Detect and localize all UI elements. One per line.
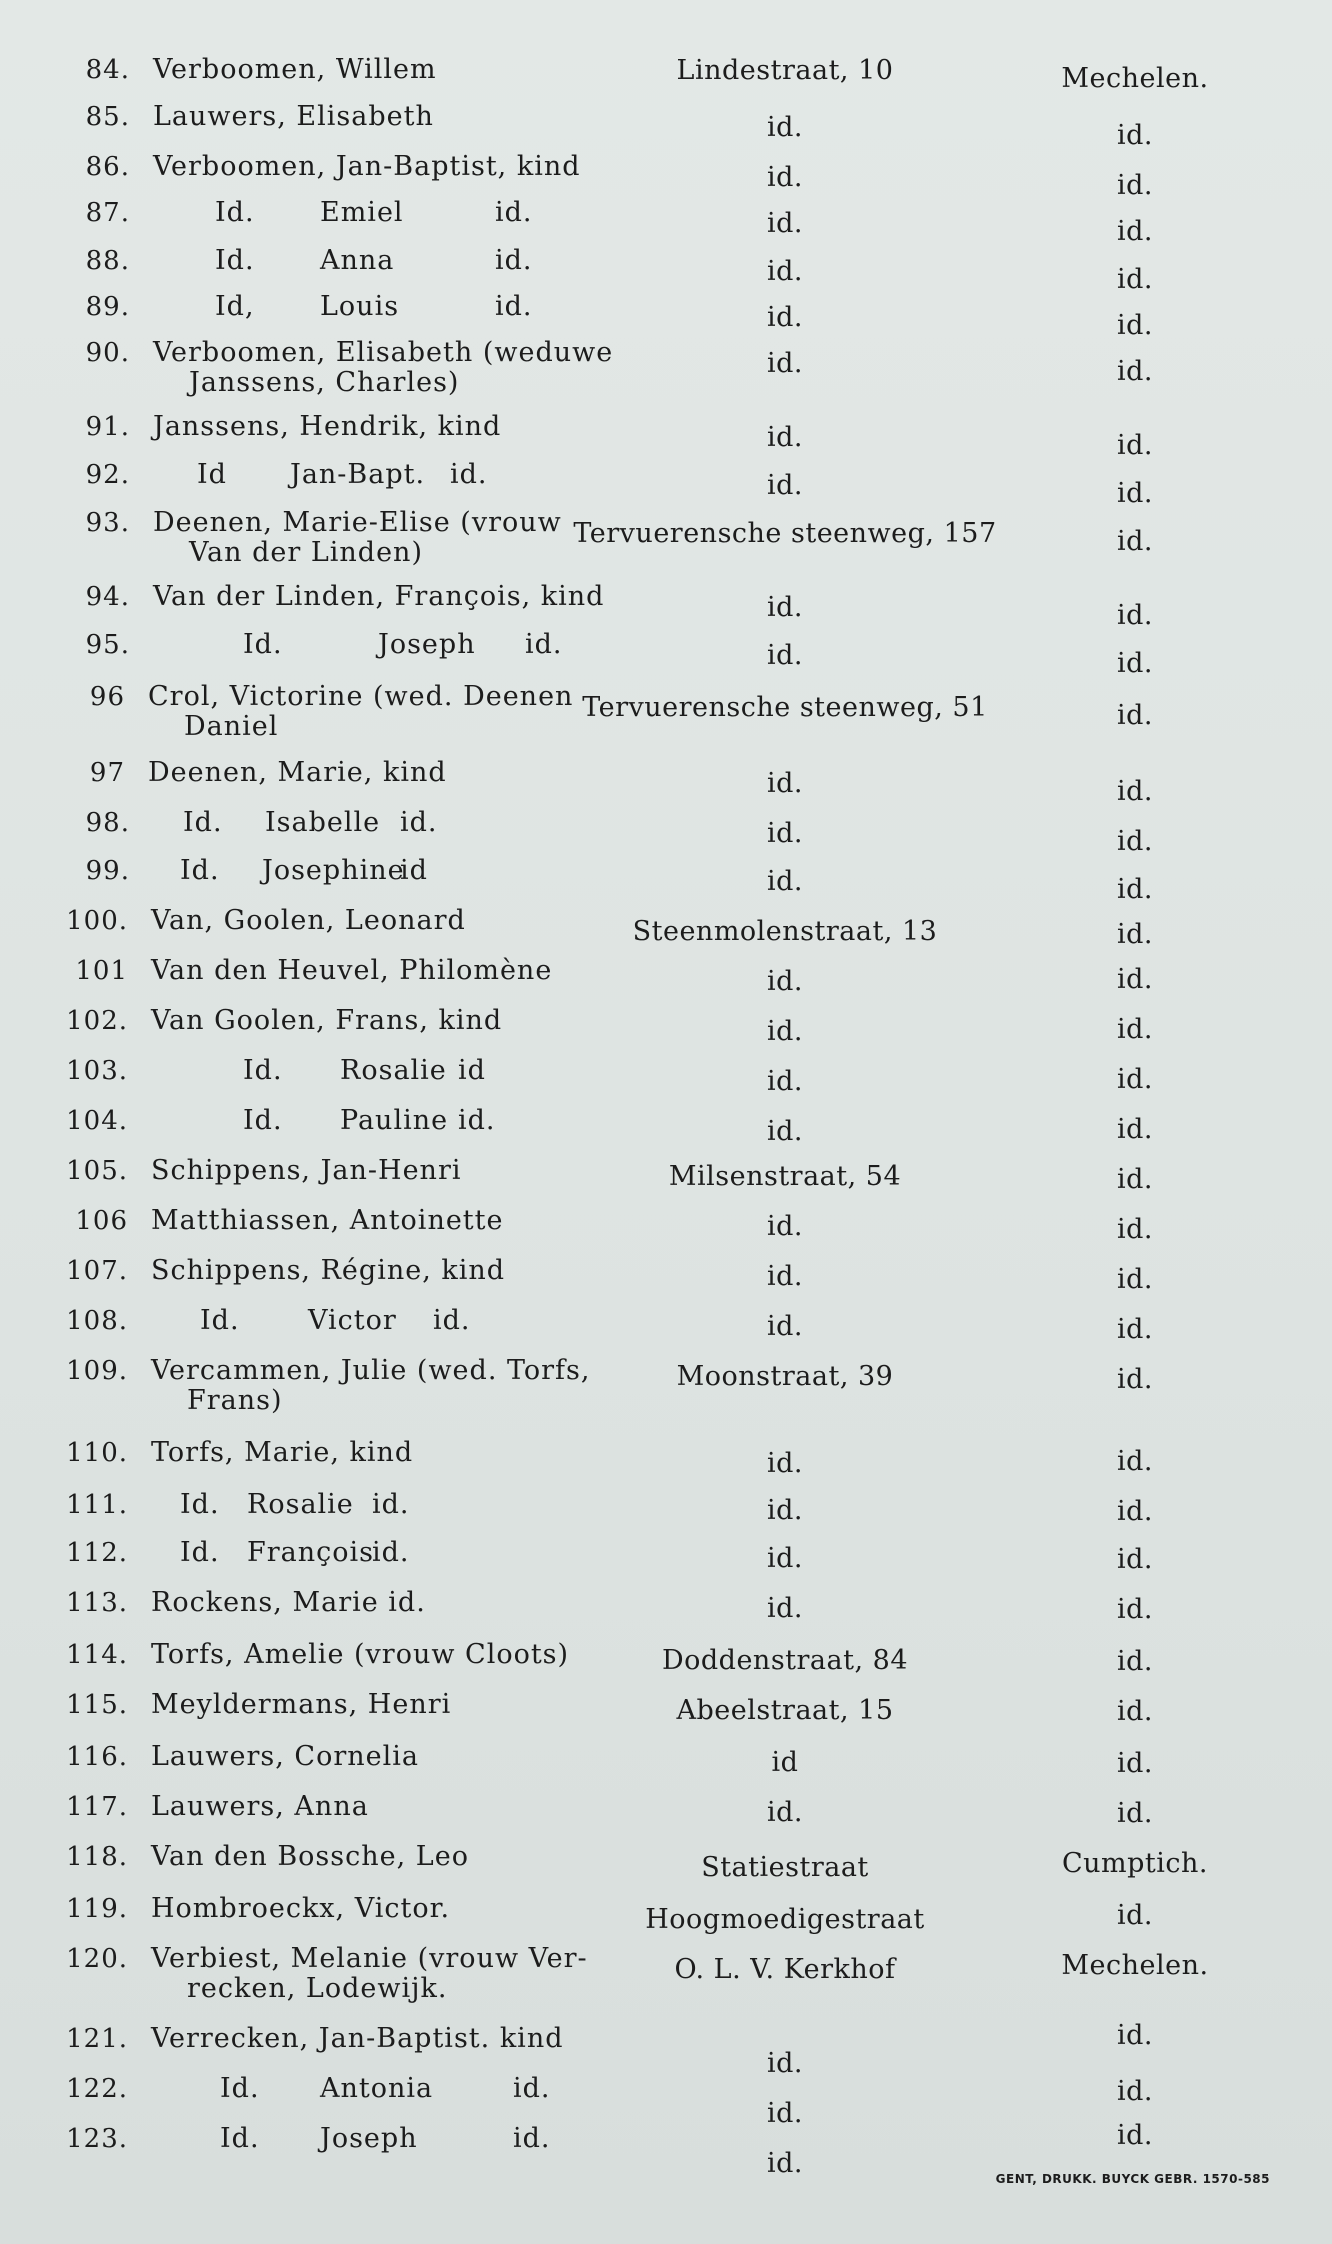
entry-number: 92. [85, 460, 130, 490]
entry-address: id. [766, 1261, 803, 1292]
entry-firstname: Joseph [378, 629, 476, 660]
entry-address: Lindestraat, 10 [676, 55, 894, 86]
entry-name-line: Janssens, Hendrik, kind [153, 411, 502, 442]
entry-firstname: François [247, 1537, 374, 1568]
entry-city: id. [1116, 1798, 1153, 1829]
entry-number: 102. [66, 1006, 128, 1036]
entry-name-line: Verbiest, Melanie (vrouw Ver- [151, 1943, 588, 1974]
entry-name [151, 1894, 450, 1924]
entry-relation: id. [495, 245, 533, 276]
entry-number: 87. [85, 198, 130, 228]
entry-firstname: Anna [320, 245, 395, 276]
entry-name: Id. [215, 245, 255, 276]
entry-firstname: Jan-Bapt. [290, 459, 426, 490]
entry-number: 99. [85, 856, 130, 886]
entry-name-line: Torfs, Amelie (vrouw Cloots) [151, 1639, 570, 1670]
entry-city: id. [1116, 430, 1153, 461]
entry-address: id. [766, 162, 803, 193]
entry-relation: id. [525, 629, 563, 660]
entry-city: id. [1116, 264, 1153, 295]
entry-name: Id. [183, 807, 223, 838]
entry-city: id. [1116, 1314, 1153, 1345]
entry-number: 110. [66, 1438, 128, 1468]
entry-name-line: Verrecken, Jan-Baptist. kind [151, 2023, 564, 2054]
entry-city: id. [1116, 700, 1153, 731]
entry-address: id. [766, 112, 803, 143]
entry-firstname: Josephine [262, 855, 405, 886]
entry-address: Hoogmoedigestraat [645, 1904, 925, 1935]
entry-number: 111. [66, 1490, 128, 1520]
entry-number: 100. [66, 906, 128, 936]
entry-address: id. [766, 348, 803, 379]
entry-city: id. [1116, 1014, 1153, 1045]
entry-name [153, 582, 604, 612]
entry-address: Moonstraat, 39 [676, 1361, 894, 1392]
entry-firstname: Rosalie [340, 1055, 447, 1086]
entry-number: 88. [85, 246, 130, 276]
entry-number: 95. [85, 630, 130, 660]
entry-name [151, 1588, 426, 1618]
entry-address: id. [766, 1066, 803, 1097]
entry-name [153, 102, 434, 132]
entry-name: Id. [220, 2123, 260, 2154]
entry-name-line: Matthiassen, Antoinette [151, 1205, 504, 1236]
entry-city: id. [1116, 919, 1153, 950]
entry-address: Doddenstraat, 84 [661, 1645, 909, 1676]
entry-address: id. [766, 1211, 803, 1242]
entry-city: Mechelen. [1061, 1950, 1209, 1981]
entry-name-continuation: Van der Linden) [189, 537, 423, 568]
entry-city: id. [1116, 1064, 1153, 1095]
entry-number: 91. [85, 412, 130, 442]
entry-city: id. [1116, 310, 1153, 341]
entry-address: Steenmolenstraat, 13 [632, 916, 938, 947]
entry-name-line: Crol, Victorine (wed. Deenen [148, 681, 574, 712]
entry-name [151, 1438, 413, 1468]
entry-city: id. [1116, 216, 1153, 247]
entry-name: Id. [180, 1489, 220, 1520]
entry-address: id [771, 1747, 799, 1778]
entry-name [151, 1256, 505, 1286]
entry-name-line: Van, Goolen, Leonard [151, 905, 466, 936]
entry-city: Mechelen. [1061, 63, 1209, 94]
entry-name-continuation: Frans) [187, 1385, 283, 1416]
entry-address: Abeelstraat, 15 [676, 1695, 894, 1726]
entry-address: id. [766, 1495, 803, 1526]
entry-address: id. [766, 1116, 803, 1147]
entry-name-line: Van der Linden, François, kind [153, 581, 605, 612]
entry-name-continuation: Janssens, Charles) [189, 367, 460, 398]
entry-name [151, 1006, 502, 1036]
entry-number: 122. [66, 2074, 128, 2104]
entry-address: id. [766, 422, 803, 453]
entry-name: Id. [243, 1105, 283, 1136]
entry-number: 114. [66, 1640, 128, 1670]
entry-address: id. [766, 256, 803, 287]
entry-number: 104. [66, 1106, 128, 1136]
entry-address: id. [766, 302, 803, 333]
entry-address: id. [766, 1593, 803, 1624]
entry-number: 112. [66, 1538, 128, 1568]
entry-number: 96 [89, 682, 125, 712]
entry-city: id. [1116, 1646, 1153, 1677]
entry-relation: id. [372, 1537, 410, 1568]
entry-address: Statiestraat [701, 1852, 869, 1883]
entry-city: id. [1116, 1900, 1153, 1931]
entry-city: id. [1116, 526, 1153, 557]
entry-address: id. [766, 2148, 803, 2179]
entry-firstname: Louis [320, 291, 400, 322]
entry-city: id. [1116, 874, 1153, 905]
entry-relation: id [458, 1055, 486, 1086]
entry-address: id. [766, 966, 803, 997]
entry-name [153, 508, 562, 568]
entry-city: id. [1116, 1164, 1153, 1195]
entry-number: 89. [85, 292, 130, 322]
entry-name: Id. [200, 1305, 240, 1336]
entry-number: 120. [66, 1944, 128, 1974]
entry-name [151, 1944, 588, 2004]
entry-name-line: Schippens, Jan-Henri [151, 1155, 462, 1186]
entry-city: id. [1116, 1496, 1153, 1527]
entry-name [153, 338, 613, 398]
entry-number: 107. [66, 1256, 128, 1286]
entry-city: id. [1116, 1544, 1153, 1575]
entry-address: id. [766, 2048, 803, 2079]
entry-number: 90. [85, 338, 130, 368]
entry-name [148, 758, 447, 788]
entry-name-line: Verboomen, Jan-Baptist, kind [153, 151, 581, 182]
entry-city: id. [1116, 1214, 1153, 1245]
entry-address: Milsenstraat, 54 [668, 1161, 902, 1192]
entry-name: Id. [215, 197, 255, 228]
entry-name [151, 1792, 369, 1822]
entry-address: id. [766, 768, 803, 799]
entry-address: id. [766, 2098, 803, 2129]
entry-name-continuation: recken, Lodewijk. [187, 1973, 448, 2004]
entry-number: 106 [75, 1206, 128, 1236]
entry-city: id. [1116, 600, 1153, 631]
entry-relation: id. [400, 807, 438, 838]
entry-number: 116. [66, 1742, 128, 1772]
entry-city: id. [1116, 356, 1153, 387]
entry-city: id. [1116, 1594, 1153, 1625]
entry-name-line: Van den Heuvel, Philomène [151, 955, 553, 986]
entry-name: Id. [180, 855, 220, 886]
entry-name [153, 412, 501, 442]
entry-name-line: Verboomen, Elisabeth (weduwe [153, 337, 614, 368]
entry-name-line: Van Goolen, Frans, kind [151, 1005, 503, 1036]
entry-name-continuation: Daniel [184, 711, 279, 742]
entry-firstname: Victor [308, 1305, 397, 1336]
entry-city: id. [1116, 1264, 1153, 1295]
entry-name: Id. [243, 629, 283, 660]
entry-name [151, 1640, 569, 1670]
entry-relation: id. [458, 1105, 496, 1136]
entry-name-line: Lauwers, Cornelia [151, 1741, 419, 1772]
entry-name [153, 55, 437, 85]
entry-number: 108. [66, 1306, 128, 1336]
entry-city: id. [1116, 2020, 1153, 2051]
entry-relation: id. [433, 1305, 471, 1336]
entry-firstname: Antonia [320, 2073, 434, 2104]
entry-address: id. [766, 1311, 803, 1342]
entry-name-line: Torfs, Marie, kind [151, 1437, 414, 1468]
entry-number: 123. [66, 2124, 128, 2154]
entry-name-line: Rockens, Marie id. [151, 1587, 426, 1618]
entry-number: 121. [66, 2024, 128, 2054]
entry-name-line: Verboomen, Willem [153, 54, 437, 85]
entry-name: Id, [215, 291, 255, 322]
entry-address: id. [766, 1797, 803, 1828]
entry-number: 84. [85, 55, 130, 85]
entry-city: id. [1116, 776, 1153, 807]
entry-address: O. L. V. Kerkhof [674, 1954, 896, 1985]
entry-name [151, 1356, 590, 1416]
entry-address: Tervuerensche steenweg, 157 [573, 518, 997, 549]
entry-address: id. [766, 818, 803, 849]
entry-city: id. [1116, 170, 1153, 201]
entry-number: 85. [85, 102, 130, 132]
entry-city: id. [1116, 120, 1153, 151]
entry-city: id. [1116, 964, 1153, 995]
entry-city: id. [1116, 826, 1153, 857]
entry-number: 98. [85, 808, 130, 838]
entry-number: 117. [66, 1792, 128, 1822]
entry-firstname: Emiel [320, 197, 404, 228]
entry-city: id. [1116, 2120, 1153, 2151]
entry-name [151, 2024, 564, 2054]
entry-number: 109. [66, 1356, 128, 1386]
entry-relation: id. [495, 291, 533, 322]
entry-city: id. [1116, 1748, 1153, 1779]
entry-name-line: Deenen, Marie, kind [148, 757, 447, 788]
entry-name [151, 1842, 469, 1872]
printer-imprint: GENT, DRUKK. BUYCK GEBR. 1570-585 [995, 2172, 1270, 2186]
entry-address: Tervuerensche steenweg, 51 [582, 692, 988, 723]
entry-city: id. [1116, 1114, 1153, 1145]
entry-name-line: Hombroeckx, Victor. [151, 1893, 451, 1924]
entry-address: id. [766, 640, 803, 671]
entry-number: 115. [66, 1690, 128, 1720]
entry-number: 93. [85, 508, 130, 538]
entry-name-line: Lauwers, Anna [151, 1791, 369, 1822]
entry-name [153, 152, 581, 182]
entry-address: id. [766, 592, 803, 623]
entry-city: id. [1116, 2076, 1153, 2107]
entry-name: Id [197, 459, 227, 490]
entry-number: 103. [66, 1056, 128, 1086]
entry-name-line: Van den Bossche, Leo [151, 1841, 469, 1872]
entry-firstname: Isabelle [265, 807, 381, 838]
entry-name [148, 682, 573, 742]
entry-city: Cumptich. [1061, 1848, 1208, 1879]
entry-city: id. [1116, 1446, 1153, 1477]
entry-address: id. [766, 470, 803, 501]
entry-city: id. [1116, 648, 1153, 679]
entry-firstname: Joseph [320, 2123, 418, 2154]
entry-address: id. [766, 1448, 803, 1479]
entry-city: id. [1116, 478, 1153, 509]
entry-number: 86. [85, 152, 130, 182]
entry-name [151, 1742, 419, 1772]
entry-name [151, 906, 466, 936]
entry-name [151, 1690, 451, 1720]
entry-name-line: Lauwers, Elisabeth [153, 101, 434, 132]
entry-address: id. [766, 1016, 803, 1047]
entry-relation: id. [450, 459, 488, 490]
entry-number: 97 [89, 758, 125, 788]
entry-name: Id. [220, 2073, 260, 2104]
entry-number: 118. [66, 1842, 128, 1872]
entry-name [151, 1156, 462, 1186]
entry-name [151, 956, 552, 986]
entry-city: id. [1116, 1696, 1153, 1727]
entry-name: Id. [180, 1537, 220, 1568]
entry-number: 94. [85, 582, 130, 612]
entry-name-line: Meyldermans, Henri [151, 1689, 452, 1720]
entry-number: 101 [75, 956, 128, 986]
entry-name-line: Vercammen, Julie (wed. Torfs, [151, 1355, 591, 1386]
entry-name-line: Schippens, Régine, kind [151, 1255, 506, 1286]
entry-address: id. [766, 866, 803, 897]
entry-number: 113. [66, 1588, 128, 1618]
entry-name-line: Deenen, Marie-Elise (vrouw [153, 507, 562, 538]
entry-relation: id [400, 855, 428, 886]
entry-relation: id. [372, 1489, 410, 1520]
entry-name [151, 1206, 503, 1236]
entry-address: id. [766, 208, 803, 239]
entry-number: 119. [66, 1894, 128, 1924]
entry-firstname: Pauline [340, 1105, 449, 1136]
entry-name: Id. [243, 1055, 283, 1086]
entry-relation: id. [513, 2123, 551, 2154]
entry-city: id. [1116, 1364, 1153, 1395]
entry-number: 105. [66, 1156, 128, 1186]
entry-relation: id. [495, 197, 533, 228]
entry-firstname: Rosalie [247, 1489, 354, 1520]
entry-relation: id. [513, 2073, 551, 2104]
entry-address: id. [766, 1543, 803, 1574]
